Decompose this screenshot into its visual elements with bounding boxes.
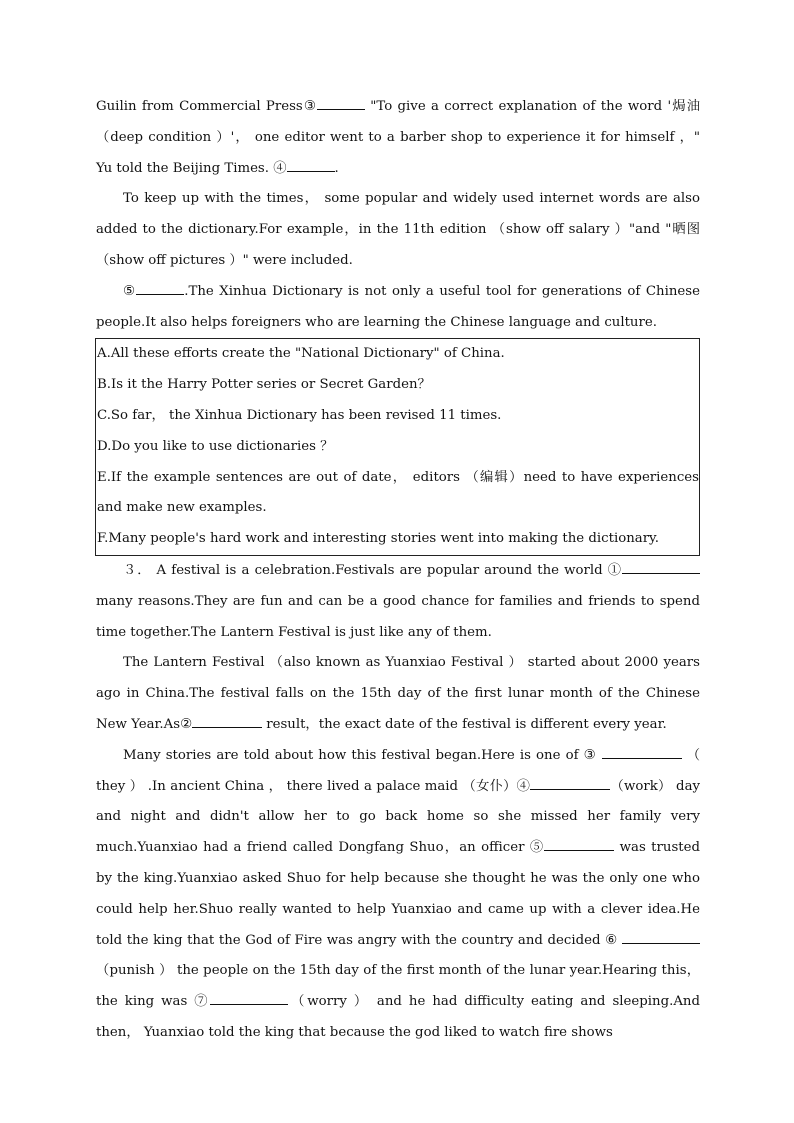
options-box [95, 338, 700, 556]
option-a: A.All these efforts create the "National Dictionary" of China. [97, 346, 505, 362]
passage2-paragraph-1 [96, 92, 700, 184]
answer-blank-7[interactable] [210, 991, 288, 1005]
passage3-paragraph-2 [96, 648, 700, 740]
option-d: D.Do you like to use dictionaries ？ [97, 438, 334, 454]
passage3-paragraph-3 [96, 741, 700, 1049]
text-run: The Lantern Festival （also known as Yuanxiao Festival ） started about 2000 years ago in China.The festival falls on the 15th day of the first lunar month of the Chinese New Year.As② [96, 655, 700, 732]
text-run: .The Xinhua Dictionary is not only a useful tool for generations of Chinese people.It also helps foreigners who are learning the Chinese language and culture. [96, 283, 700, 330]
text-run: （ they ） .In ancient China ， there lived a palace maid （女仆）④ [96, 747, 701, 794]
text-run: ⑤ [123, 283, 137, 299]
passage3-paragraph-1 [96, 556, 700, 648]
text-run: told the Beijing Times. ④ [116, 160, 287, 176]
text-run: Guilin from Commercial Press③ [96, 99, 317, 114]
passage2-paragraph-3 [96, 277, 700, 339]
passage2-paragraph-2: To keep up with the times， some popular and widely used internet words are also added to the dictionary.For example，in the 11th edition （show off salary ）"and "晒图（show off pictures ）" were included. [96, 191, 700, 268]
text-run: （worry ） and he had difficulty eating and sleeping.And then， Yuanxiao told the king that because the god liked to watch fire shows [96, 994, 700, 1040]
answer-blank-3[interactable] [317, 96, 365, 110]
text-run: ３． A festival is a celebration.Festivals are popular around the world ① [123, 562, 622, 578]
answer-blank-5[interactable] [136, 281, 184, 295]
answer-blank-5b[interactable] [544, 837, 614, 851]
answer-blank-1[interactable] [622, 560, 700, 574]
text-run: （work） day and night and didn't allow her to go back home so she missed her family very much.Yuanxiao had a friend called Dongfang Shuo，an officer ⑤ [96, 778, 701, 856]
answer-blank-4[interactable] [287, 158, 335, 172]
text-run: （deep condition ）'， one editor went to a barber shop to experience it for himself ，" Yu [96, 129, 700, 176]
text-run: "To give a correct explanation of the word '焗油 [364, 99, 700, 114]
text-run: many reasons.They are fun and can be a good chance for families and friends to spend time together.The Lantern Festival is just like any of them. [96, 593, 700, 640]
text-run: result，the exact date of the festival is different every year. [262, 716, 667, 732]
option-b: B.Is it the Harry Potter series or Secret Garden？ [97, 377, 431, 393]
answer-blank-4b[interactable] [530, 776, 610, 790]
text-run: （punish ） the people on the 15th day of the first month of the lunar year.Hearing this，the king was ⑦ [96, 963, 700, 1010]
option-e: E.If the example sentences are out of date， editors （编辑）need to have experiences and make new examples. [97, 469, 699, 516]
option-f: F.Many people's hard work and interesting stories went into making the dictionary. [97, 531, 660, 547]
answer-blank-6[interactable] [622, 930, 700, 944]
answer-blank-2[interactable] [192, 714, 262, 728]
option-c: C.So far， the Xinhua Dictionary has been revised 11 times. [97, 407, 502, 423]
document-page [96, 92, 700, 1049]
text-run: . [334, 160, 339, 176]
text-run: Many stories are told about how this festival began.Here is one of ③ [123, 747, 597, 763]
answer-blank-3b[interactable] [602, 745, 682, 759]
text-run: was trusted by the king.Yuanxiao asked Shuo for help because she thought he was the only one who could help her.Shuo really wanted to help Yuanxiao and came up with a clever idea.He told the king that the God of Fire was angry with the country and decided ⑥ [96, 840, 700, 948]
